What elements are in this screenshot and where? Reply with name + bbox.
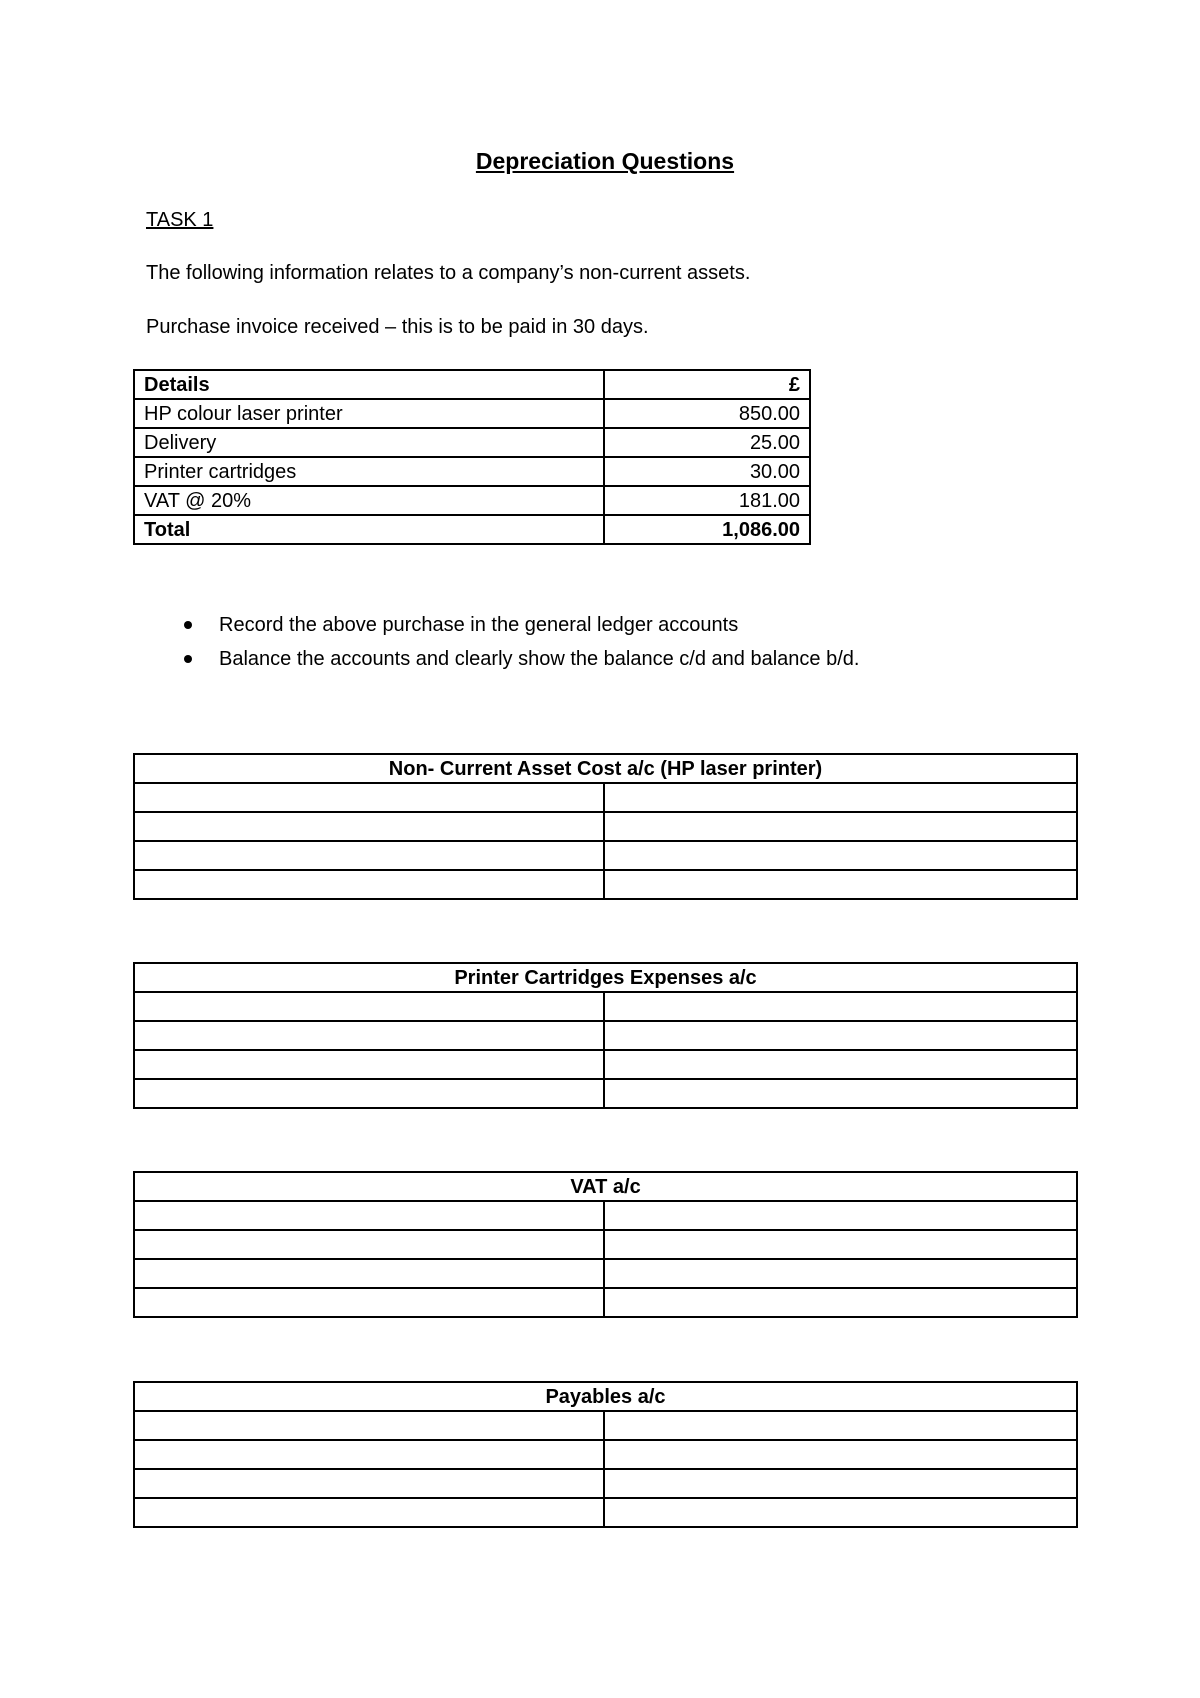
credit-cell[interactable] [604,1230,1077,1259]
ledger-entry-row [134,1021,1077,1050]
credit-cell[interactable] [604,870,1077,899]
ledger-entry-row [134,783,1077,812]
instruction-list [175,608,859,676]
invoice-row [134,457,810,486]
credit-cell[interactable] [604,1201,1077,1230]
intro-paragraph: The following information relates to a company’s non-current assets. [146,262,751,284]
credit-cell[interactable] [604,1259,1077,1288]
credit-cell[interactable] [604,1288,1077,1317]
debit-cell[interactable] [134,1021,604,1050]
invoice-item-amount: 181.00 [604,486,810,515]
credit-cell[interactable] [604,1469,1077,1498]
ledger-entry-row [134,992,1077,1021]
ledger-entry-row [134,870,1077,899]
task-heading: TASK 1 [146,209,214,231]
credit-cell[interactable] [604,1050,1077,1079]
ledger-account-title: VAT a/c [134,1172,1077,1201]
bullet-icon [184,655,192,663]
page-title: Depreciation Questions [475,148,735,174]
debit-cell[interactable] [134,783,604,812]
ledger-entry-row [134,841,1077,870]
invoice-total-row [134,515,810,544]
credit-cell[interactable] [604,1498,1077,1527]
debit-cell[interactable] [134,1288,604,1317]
debit-cell[interactable] [134,1079,604,1108]
debit-cell[interactable] [134,1411,604,1440]
debit-cell[interactable] [134,841,604,870]
invoice-item-amount: 850.00 [604,399,810,428]
credit-cell[interactable] [604,1411,1077,1440]
debit-cell[interactable] [134,1050,604,1079]
invoice-item-label: HP colour laser printer [134,399,604,428]
instruction-text: Record the above purchase in the general ledger accounts [219,614,739,636]
invoice-item-amount: 30.00 [604,457,810,486]
invoice-row [134,428,810,457]
ledger-entry-row [134,1230,1077,1259]
ledger-account-table [133,1171,1078,1318]
ledger-entry-row [134,812,1077,841]
debit-cell[interactable] [134,1498,604,1527]
ledger-entry-row [134,1259,1077,1288]
debit-cell[interactable] [134,1201,604,1230]
invoice-item-amount: 25.00 [604,428,810,457]
debit-cell[interactable] [134,812,604,841]
instruction-item [175,642,859,676]
credit-cell[interactable] [604,1021,1077,1050]
ledger-account-table [133,753,1078,900]
credit-cell[interactable] [604,841,1077,870]
debit-cell[interactable] [134,1440,604,1469]
invoice-row [134,486,810,515]
invoice-header-currency: £ [604,370,810,399]
debit-cell[interactable] [134,1469,604,1498]
invoice-row [134,399,810,428]
bullet-icon [184,621,192,629]
ledger-account-title: Non- Current Asset Cost a/c (HP laser printer) [134,754,1077,783]
ledger-entry-row [134,1411,1077,1440]
ledger-entry-row [134,1201,1077,1230]
debit-cell[interactable] [134,1230,604,1259]
instruction-item [175,608,859,642]
ledger-entry-row [134,1498,1077,1527]
ledger-entry-row [134,1288,1077,1317]
credit-cell[interactable] [604,992,1077,1021]
ledger-account-title: Printer Cartridges Expenses a/c [134,963,1077,992]
ledger-account-title: Payables a/c [134,1382,1077,1411]
ledger-entry-row [134,1440,1077,1469]
invoice-item-label: Delivery [134,428,604,457]
credit-cell[interactable] [604,1079,1077,1108]
invoice-header-details: Details [134,370,604,399]
ledger-account-table [133,962,1078,1109]
invoice-total-amount: 1,086.00 [604,515,810,544]
ledger-entry-row [134,1079,1077,1108]
instruction-text: Balance the accounts and clearly show the balance c/d and balance b/d. [219,648,860,670]
ledger-entry-row [134,1469,1077,1498]
credit-cell[interactable] [604,812,1077,841]
debit-cell[interactable] [134,1259,604,1288]
invoice-total-label: Total [134,515,604,544]
debit-cell[interactable] [134,992,604,1021]
invoice-note-paragraph: Purchase invoice received – this is to be paid in 30 days. [146,316,649,338]
credit-cell[interactable] [604,783,1077,812]
ledger-account-table [133,1381,1078,1528]
invoice-item-label: VAT @ 20% [134,486,604,515]
credit-cell[interactable] [604,1440,1077,1469]
invoice-table [133,369,811,545]
ledger-entry-row [134,1050,1077,1079]
invoice-header-row [134,370,810,399]
invoice-item-label: Printer cartridges [134,457,604,486]
debit-cell[interactable] [134,870,604,899]
